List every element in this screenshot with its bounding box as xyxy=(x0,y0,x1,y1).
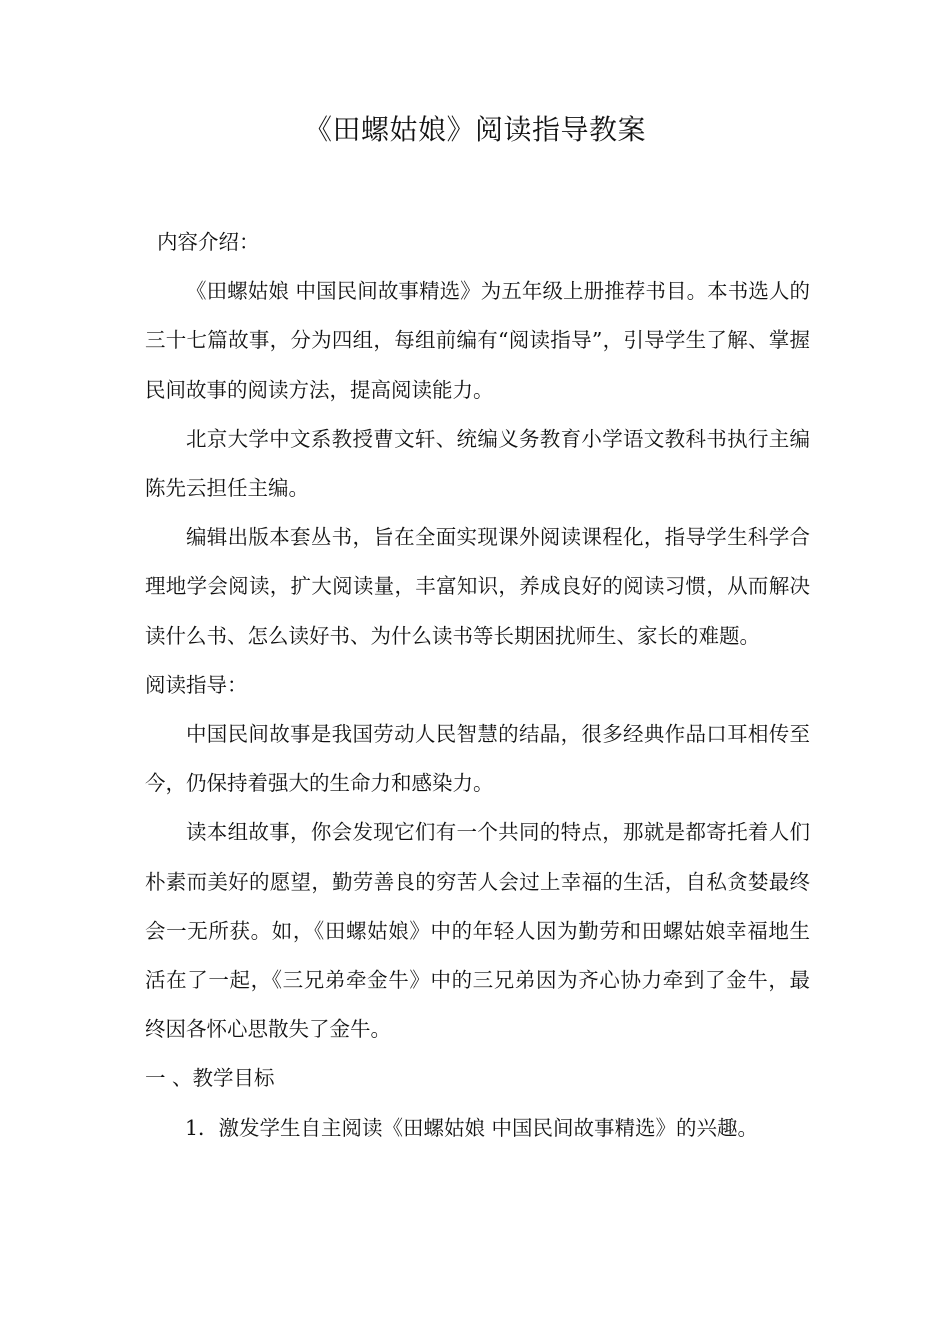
document-body xyxy=(145,218,810,1153)
section-heading-intro: 内容介绍： xyxy=(157,230,260,254)
guide-paragraph: 中国民间故事是我国劳动人民智慧的结晶，很多经典作品口耳相传至今，仍保持着强大的生命力和感染力。 xyxy=(145,722,810,796)
guide-paragraph: 读本组故事，你会发现它们有一个共同的特点，那就是都寄托着人们朴素而美好的愿望，勤劳善良的穷苦人会过上幸福的生活，自私贪婪最终会一无所获。如，《田螺姑娘》中的年轻人因为勤劳和田螺姑娘幸福地生活在了一起，《三兄弟牵金牛》中的三兄弟因为齐心协力牵到了金牛，最终因各怀心思散失了金牛。 xyxy=(145,820,810,1042)
intro-paragraph: 编辑出版本套丛书，旨在全面实现课外阅读课程化，指导学生科学合理地学会阅读，扩大阅读量，丰富知识，养成良好的阅读习惯，从而解决读什么书、怎么读好书、为什么读书等长期困扰师生、家长的难题。 xyxy=(145,525,810,648)
intro-paragraph: 北京大学中文系教授曹文轩、统编义务教育小学语文教科书执行主编陈先云担任主编。 xyxy=(145,426,810,501)
goal-item: 1．激发学生自主阅读《田螺姑娘 中国民间故事精选》的兴趣。 xyxy=(185,1115,759,1140)
section-heading-goals: 一 、教学目标 xyxy=(145,1066,275,1091)
section-heading-guide: 阅读指导： xyxy=(145,672,248,697)
document-title: 《田螺姑娘》阅读指导教案 xyxy=(303,113,646,146)
intro-paragraph: 《田螺姑娘 中国民间故事精选》为五年级上册推荐书目。本书选人的三十七篇故事，分为四组，每组前编有“阅读指导”，引导学生了解、掌握民间故事的阅读方法，提高阅读能力。 xyxy=(145,279,810,402)
